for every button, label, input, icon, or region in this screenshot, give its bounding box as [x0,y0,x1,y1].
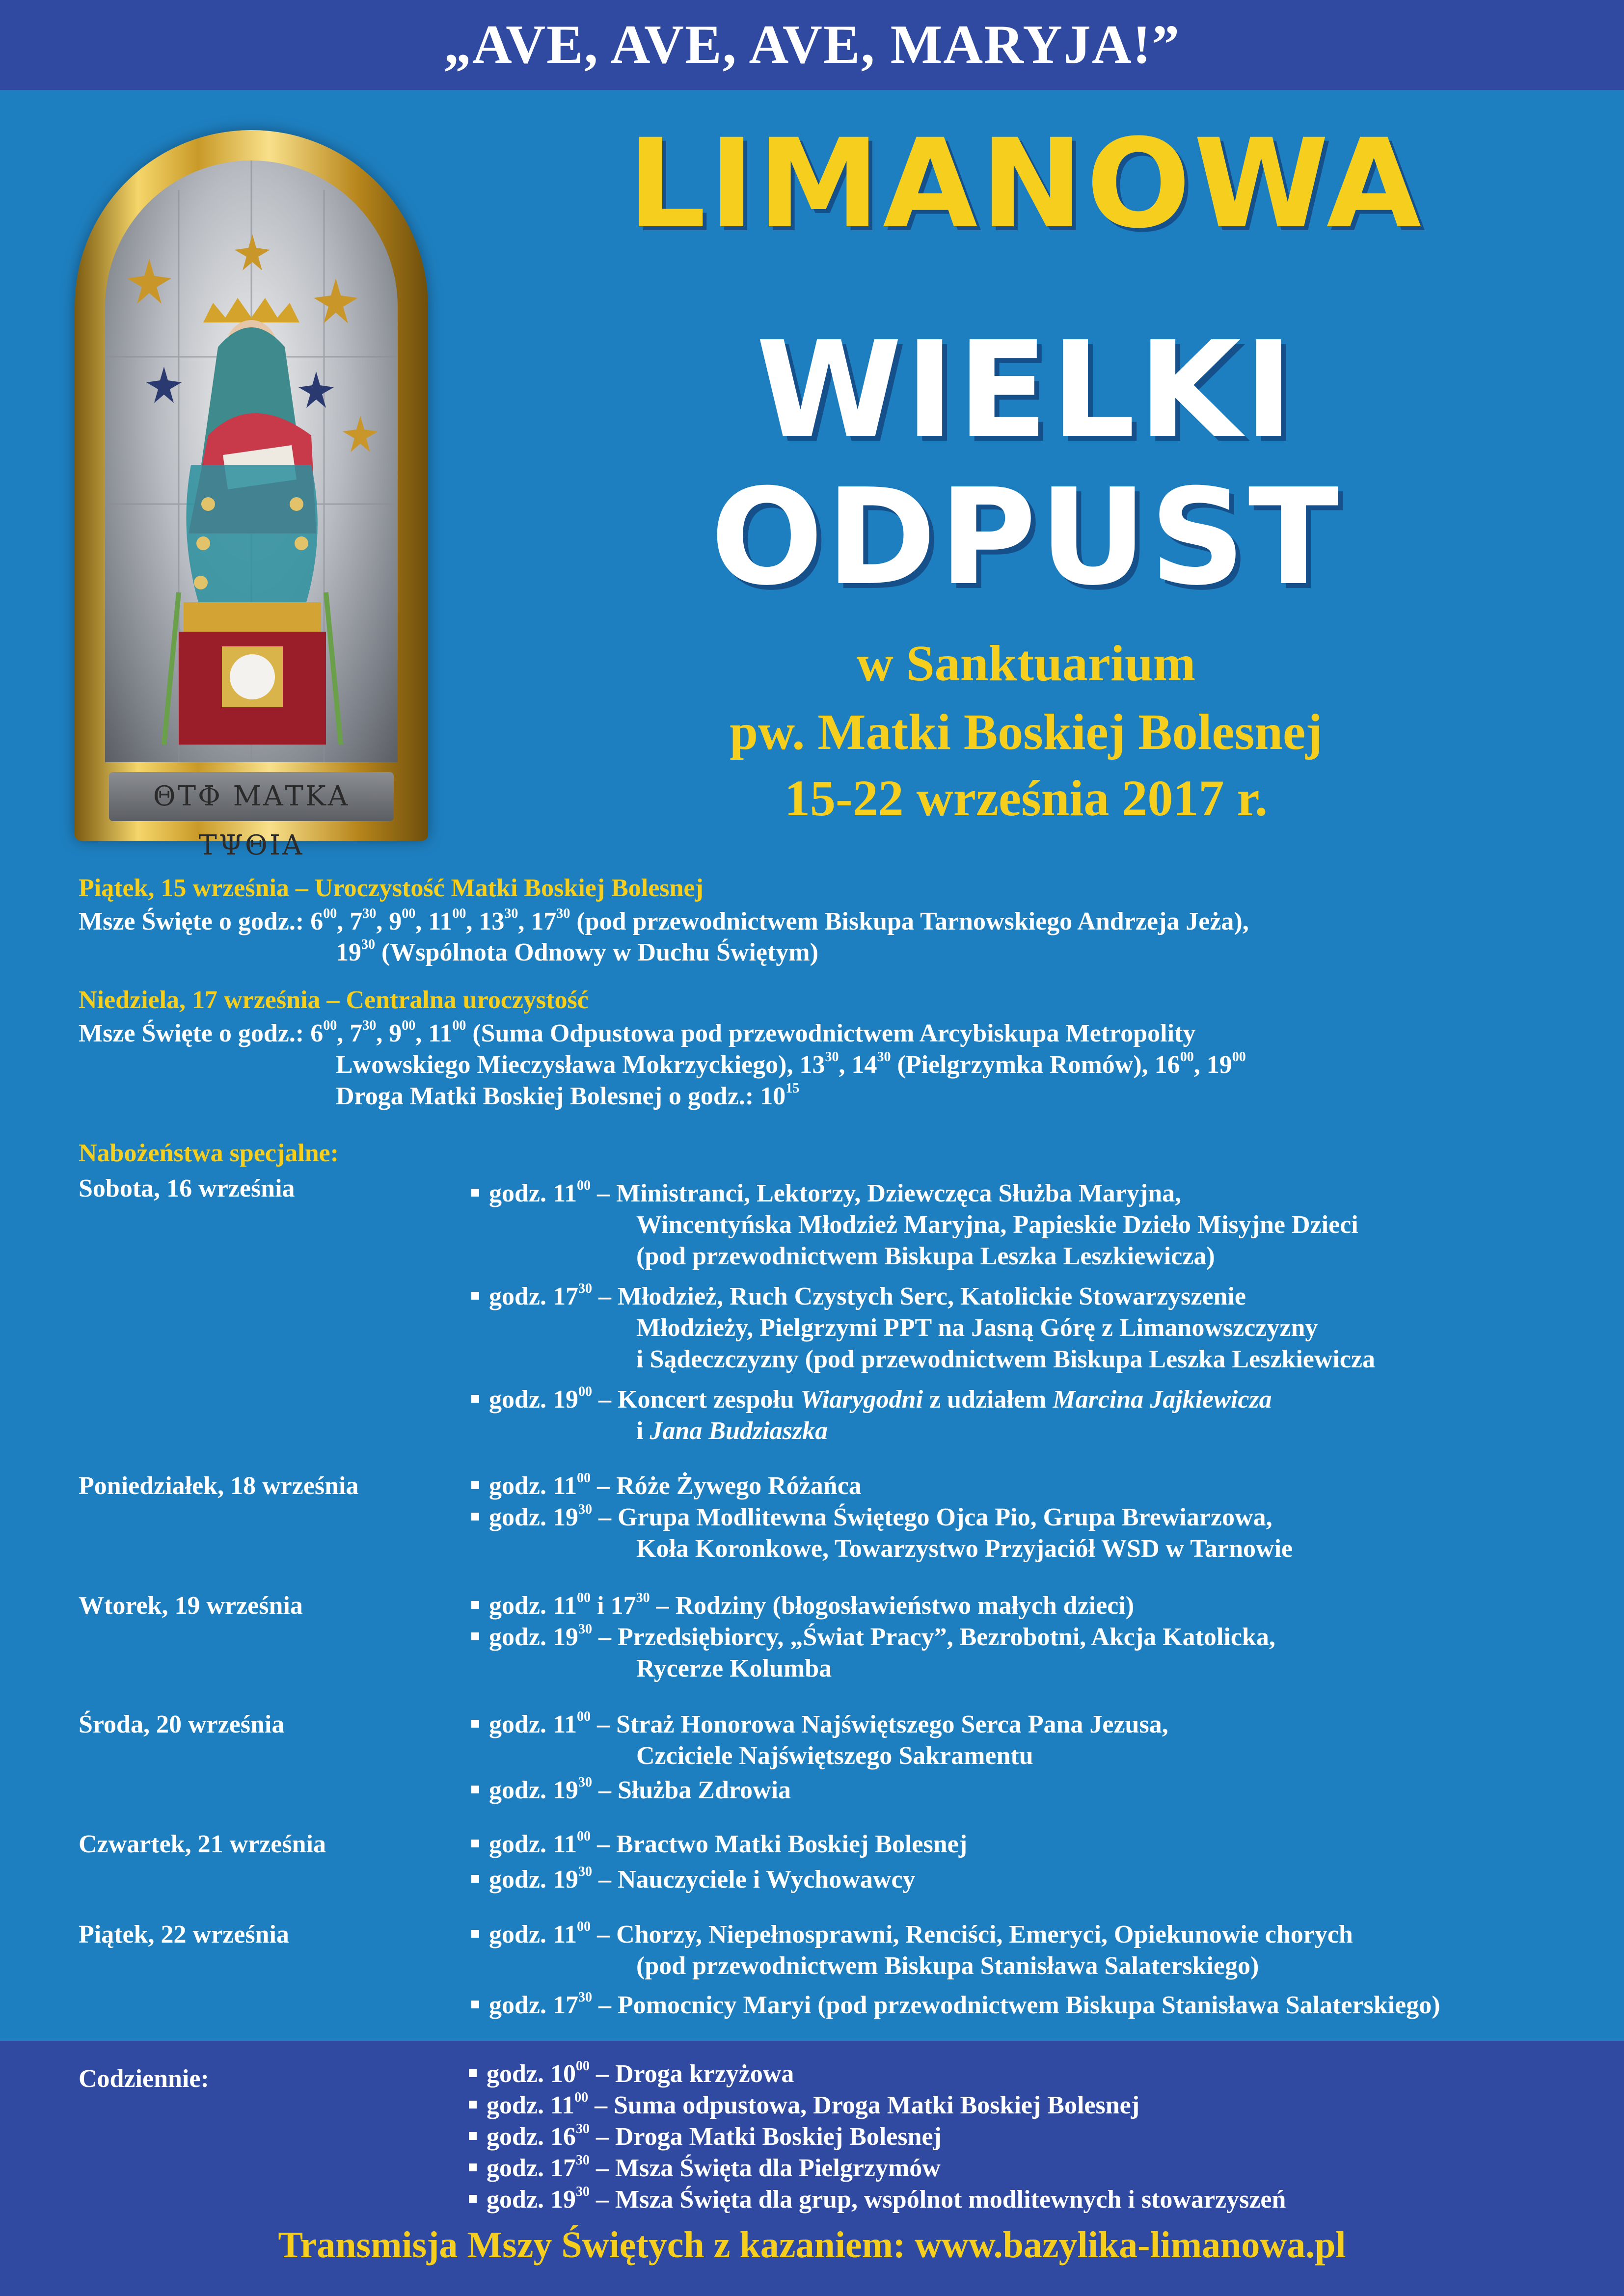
list-item: godz. $19^{30}$ – Przedsiębiorcy, „Świat Pracy”, Bezrobotni, Akcja Katolicka, [471,1625,1275,1650]
friday15-masses-line2: $19^{30}$ (Wspólnota Odnowy w Duchu Świętym) [336,937,818,966]
list-item: godz. $19^{30}$ – Grupa Modlitewna Świętego Ojca Pio, Grupa Brewiarzowa, [471,1505,1272,1530]
list-item: godz. $19^{30}$ – Nauczyciele i Wychowawcy [471,1867,916,1893]
list-item-cont: Czciciele Najświętszego Sakramentu [636,1742,1033,1770]
list-item: godz. $19^{00}$ – Koncert zespołu Wiarygodni z udziałem Marcina Jajkiewicza [471,1387,1272,1413]
list-item-cont: i Sądeczczyzny (pod przewodnictwem Biskupa Leszka Leszkiewicza [636,1345,1376,1373]
sunday17-heading: Niedziela, 17 września – Centralna uroczystość [79,986,589,1014]
list-item-cont: (pod przewodnictwem Biskupa Stanisława Salaterskiego) [636,1952,1259,1980]
header-band [0,0,1624,90]
list-item-cont: (pod przewodnictwem Biskupa Leszka Leszkiewicza) [636,1242,1215,1270]
title-city: LIMANOWA [627,112,1425,255]
list-item: godz. $11^{00}$ – Chorzy, Niepełnosprawni, Renciści, Emeryci, Opiekunowie chorych [471,1922,1353,1948]
list-item: godz. $11^{00}$ – Straż Honorowa Najświętszego Serca Pana Jezusa, [471,1712,1168,1737]
friday15-heading: Piątek, 15 września – Uroczystość Matki Boskiej Bolesnej [79,874,704,902]
header-slogan: „AVE, AVE, AVE, MARYJA!” [443,14,1181,75]
list-item: godz. $17^{30}$ – Msza Święta dla Pielgrzymów [469,2156,941,2181]
subtitle-line3: 15-22 września 2017 r. [784,770,1268,827]
sunday17-masses-line1: Msze Święte o godz.: $6^{00}$, $7^{30}$, $9^{00}$, $11^{00}$ (Suma Odpustowa pod przewodnictwem Arcybiskupa Metropolity [79,1018,1196,1047]
special-heading: Nabożeństwa specjalne: [79,1139,339,1167]
list-item: godz. $17^{30}$ – Pomocnicy Maryi (pod przewodnictwem Biskupa Stanisława Salaterskiego) [471,1993,1440,2018]
day-label-wednesday: Środa, 20 września [79,1710,285,1738]
subtitle-line2: pw. Matki Boskiej Bolesnej [730,704,1323,760]
friday15-masses-line1: Msze Święte o godz.: $6^{00}$, $7^{30}$, $9^{00}$, $11^{00}$, $13^{30}$, $17^{30}$ (pod przewodnictwem Biskupa Tarnowskiego Andrzeja Jeża), [79,906,1249,935]
list-item: godz. $16^{30}$ – Droga Matki Boskiej Bolesnej [469,2124,942,2150]
list-item-cont: Rycerze Kolumba [636,1655,832,1682]
sunday17-masses-line3: Droga Matki Boskiej Bolesnej o godz.: $10^{15}$ [336,1081,800,1110]
sunday17-masses-line2: Lwowskiego Mieczysława Mokrzyckiego), $13^{30}$, $14^{30}$ (Pielgrzymka Romów), $16^{00}$, $19^{00}$ [336,1049,1246,1079]
day-label-tuesday: Wtorek, 19 września [79,1592,303,1620]
list-item: godz. $11^{00}$ – Ministranci, Lektorzy, Dziewczęca Służba Maryjna, [471,1181,1181,1206]
list-item-cont: Młodzieży, Pielgrzymi PPT na Jasną Górę z Limanowszczyzny [636,1314,1318,1342]
day-label-monday: Poniedziałek, 18 września [79,1472,359,1500]
day-label-thursday: Czwartek, 21 września [79,1830,326,1858]
list-item: godz. $10^{00}$ – Droga krzyżowa [469,2061,794,2087]
list-item: godz. $11^{00}$ – Róże Żywego Różańca [471,1473,862,1499]
shrine-image [75,130,428,861]
footer-transmission: Transmisja Mszy Świętych z kazaniem: www.bazylika-limanowa.pl [278,2224,1346,2266]
madonna-statue-icon [105,160,398,762]
list-item: godz. $11^{00}$ – Bractwo Matki Boskiej Bolesnej [471,1832,967,1857]
shrine-plaque: ΘΤΦ ΜΑΤΚΑ ΤΨΘΙΑ [109,772,394,821]
title-line1: WIELKI [756,313,1297,467]
day-label-saturday: Sobota, 16 września [79,1175,295,1202]
list-item: godz. $19^{30}$ – Służba Zdrowia [471,1778,791,1803]
list-item-cont: Wincentyńska Młodzież Maryjna, Papieskie Dzieło Misyjne Dzieci [636,1211,1358,1239]
statue-niche [105,160,398,762]
day-label-friday22: Piątek, 22 września [79,1921,289,1949]
list-item: godz. $11^{00}$ – Suma odpustowa, Droga Matki Boskiej Bolesnej [469,2093,1139,2118]
title-line2: ODPUST [710,460,1342,614]
list-item: godz. $11^{00}$ i $17^{30}$ – Rodziny (błogosławieństwo małych dzieci) [471,1593,1134,1619]
subtitle-line1: w Sanktuarium [856,635,1196,692]
list-item-cont: Koła Koronkowe, Towarzystwo Przyjaciół WSD w Tarnowie [636,1535,1293,1563]
list-item: godz. $19^{30}$ – Msza Święta dla grup, wspólnot modlitewnych i stowarzyszeń [469,2187,1286,2213]
daily-label: Codziennie: [79,2065,209,2093]
list-item: godz. $17^{30}$ – Młodzież, Ruch Czystych Serc, Katolickie Stowarzyszenie [471,1284,1246,1309]
list-item-cont: i Jana Budziaszka [636,1417,828,1445]
